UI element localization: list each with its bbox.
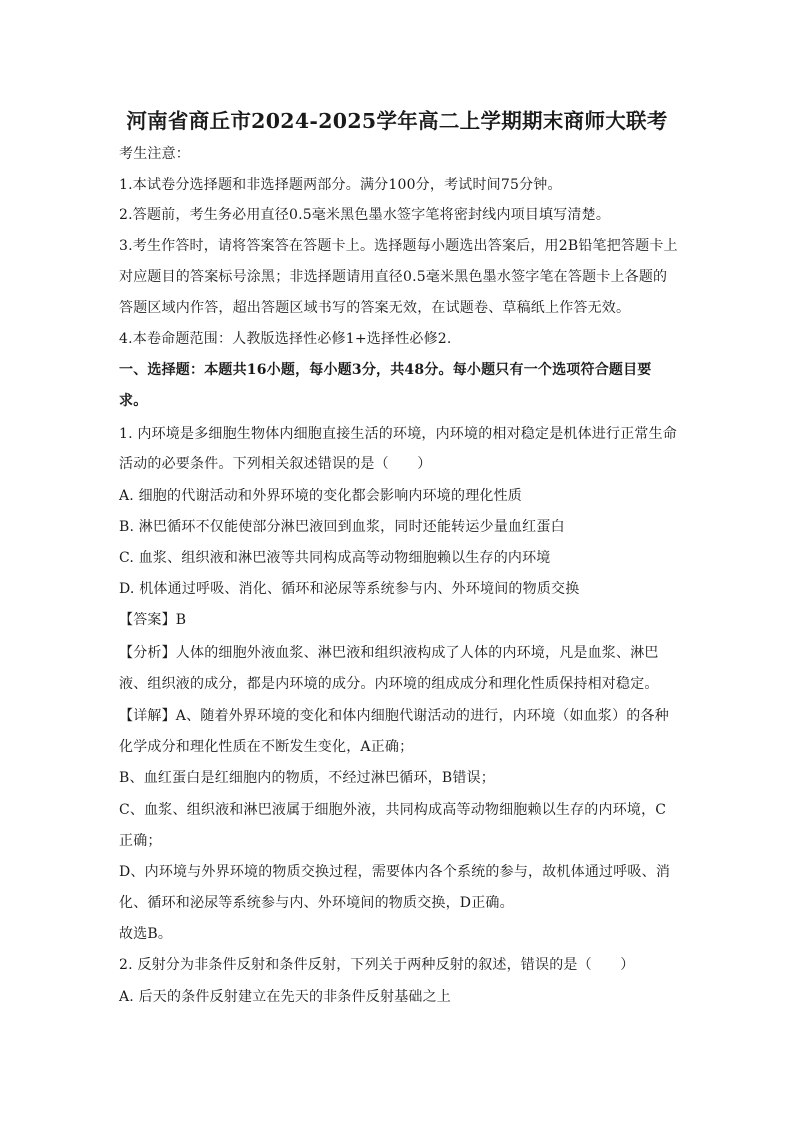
question-1-stem: 1. 内环境是多细胞生物体内细胞直接生活的环境，内环境的相对稳定是机体进行正常生命 bbox=[119, 426, 678, 442]
notice-item: 对应题目的答案标号涂黑；非选择题请用直径0.5毫米黑色墨水签字笔在答题卡上各题的 bbox=[119, 269, 668, 285]
question-2-option-a: A. 后天的条件反射建立在先天的非条件反射基础之上 bbox=[119, 989, 452, 1005]
document-title: 河南省商丘市2024-2025学年高二上学期期末商师大联考 bbox=[126, 109, 668, 133]
question-1-answer: 【答案】B bbox=[119, 612, 187, 628]
question-1-detail: C、血浆、组织液和淋巴液属于细胞外液，共同构成高等动物细胞赖以生存的内环境，C bbox=[119, 802, 667, 818]
question-1-detail: B、血红蛋白是红细胞内的物质，不经过淋巴循环，B错误； bbox=[119, 770, 495, 786]
section-heading-cont: 求。 bbox=[119, 393, 148, 409]
question-1-detail: D、内环境与外界环境的物质交换过程，需要体内各个系统的参与，故机体通过呼吸、消 bbox=[119, 864, 671, 880]
question-1-conclusion: 故选B。 bbox=[119, 926, 173, 942]
question-1-option-b: B. 淋巴循环不仅能使部分淋巴液回到血浆，同时还能转运少量血红蛋白 bbox=[119, 519, 565, 535]
question-1-detail: 化、循环和泌尿等系统参与内、外环境间的物质交换，D正确。 bbox=[119, 895, 514, 911]
question-1-option-d: D. 机体通过呼吸、消化、循环和泌尿等系统参与内、外环境间的物质交换 bbox=[119, 581, 580, 597]
question-2-stem: 2. 反射分为非条件反射和条件反射，下列关于两种反射的叙述，错误的是（ ） bbox=[119, 957, 635, 973]
notice-item: 1.本试卷分选择题和非选择题两部分。满分100分，考试时间75分钟。 bbox=[119, 177, 562, 193]
question-1-option-a: A. 细胞的代谢活动和外界环境的变化都会影响内环境的理化性质 bbox=[119, 488, 523, 504]
question-1-option-c: C. 血浆、组织液和淋巴液等共同构成高等动物细胞赖以生存的内环境 bbox=[119, 550, 551, 566]
question-1-detail: 正确； bbox=[119, 833, 162, 849]
question-1-stem-cont: 活动的必要条件。下列相关叙述错误的是（ ） bbox=[119, 456, 432, 472]
question-1-analysis-cont: 液、组织液的成分，都是内环境的成分。内环境的组成成分和理化性质保持相对稳定。 bbox=[119, 676, 659, 692]
section-heading: 一、选择题：本题共16小题，每小题3分，共48分。每小题只有一个选项符合题目要 bbox=[119, 362, 652, 378]
notice-item: 答题区域内作答，超出答题区域书写的答案无效，在试题卷、草稿纸上作答无效。 bbox=[119, 300, 631, 316]
question-1-analysis: 【分析】人体的细胞外液血浆、淋巴液和组织液构成了人体的内环境，凡是血浆、淋巴 bbox=[119, 645, 659, 661]
notice-item: 4.本卷命题范围：人教版选择性必修1+选择性必修2. bbox=[119, 331, 452, 347]
notice-item: 2.答题前，考生务必用直径0.5毫米黑色墨水签字笔将密封线内项目填写清楚。 bbox=[119, 207, 611, 223]
notice-item: 3.考生作答时，请将答案答在答题卡上。选择题每小题选出答案后，用2B铅笔把答题卡上 bbox=[119, 238, 678, 254]
question-1-detail: 化学成分和理化性质在不断发生变化，A正确； bbox=[119, 739, 414, 755]
question-1-detail: 【详解】A、随着外界环境的变化和体内细胞代谢活动的进行，内环境（如血浆）的各种 bbox=[119, 708, 669, 724]
notice-heading: 考生注意： bbox=[119, 146, 190, 162]
